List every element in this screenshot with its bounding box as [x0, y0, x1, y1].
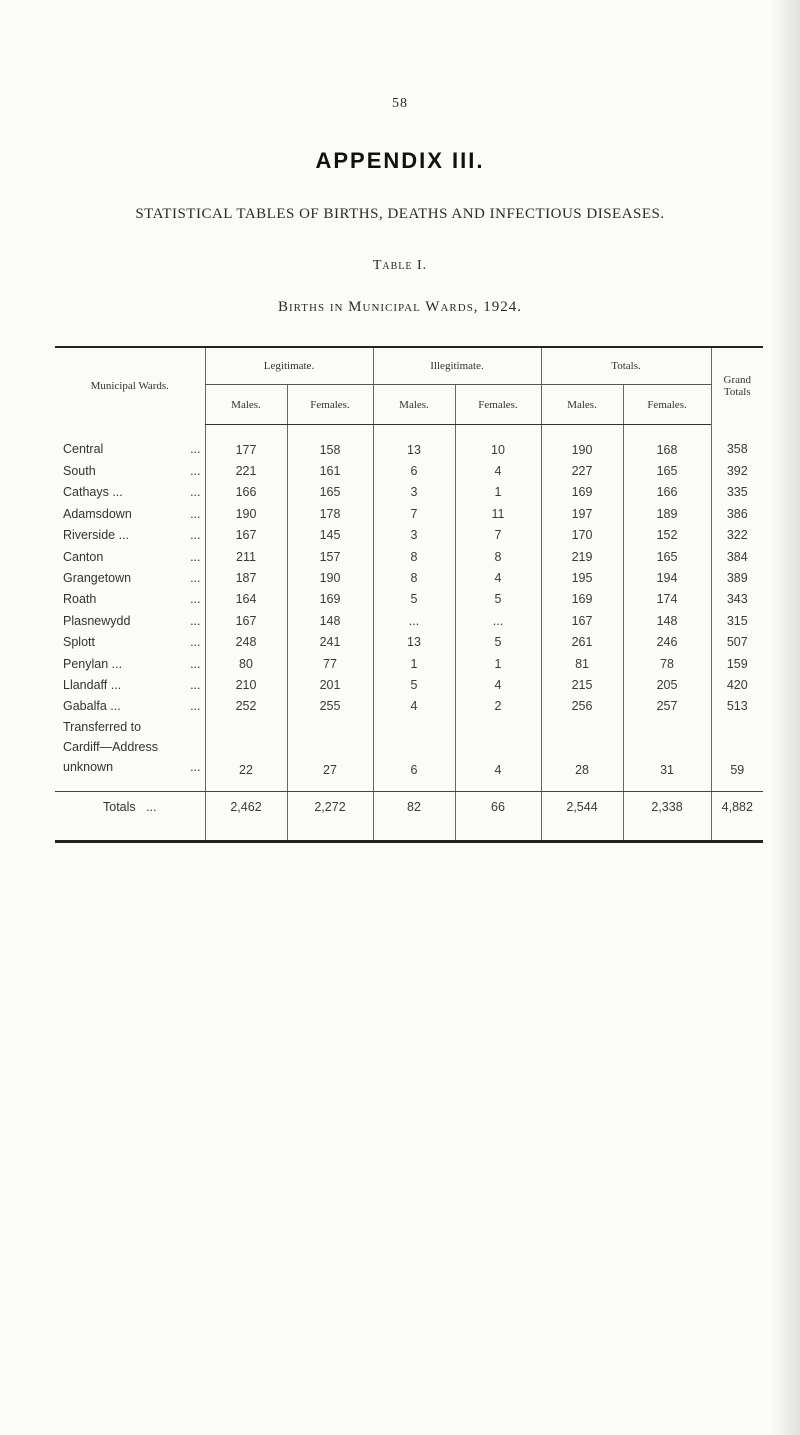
table-cell: 358: [711, 425, 763, 461]
table-cell: 168: [623, 425, 711, 461]
table-cell: 384: [711, 546, 763, 567]
ward-name: Grangetown: [63, 571, 132, 586]
table-cell: 166: [623, 482, 711, 503]
table-cell: 420: [711, 674, 763, 695]
table-cell: 4: [455, 717, 541, 792]
table-cell: 169: [287, 589, 373, 610]
page-number: 58: [392, 96, 408, 111]
table-cell: 8: [455, 546, 541, 567]
table-cell: 1: [455, 482, 541, 503]
ward-name-cell: [55, 503, 205, 524]
table-cell: 165: [623, 460, 711, 481]
grand-totals-line2: Totals: [723, 386, 751, 399]
table-row: [55, 503, 763, 524]
transfer-line2: Cardiff—Address: [63, 740, 158, 755]
table-cell: 174: [623, 589, 711, 610]
leader-dots: ...: [190, 699, 201, 714]
table-cell: 5: [373, 674, 455, 695]
ward-name-cell: [55, 546, 205, 567]
table-cell: 78: [623, 653, 711, 674]
table-cell: 4: [455, 460, 541, 481]
table-cell: 246: [623, 632, 711, 653]
transfer-line3: unknown: [63, 760, 114, 775]
table-cell: 177: [205, 425, 287, 461]
totals-males-header: Males.: [541, 385, 623, 425]
table-cell: 210: [205, 674, 287, 695]
table-cell: 166: [205, 482, 287, 503]
table-cell: 241: [287, 632, 373, 653]
transfer-line1: Transferred to: [63, 720, 142, 735]
table-cell: 3: [373, 525, 455, 546]
table-row: [55, 696, 763, 717]
table-cell: 81: [541, 653, 623, 674]
table-cell: 187: [205, 567, 287, 588]
ward-name-cell: [55, 589, 205, 610]
table-cell: 165: [287, 482, 373, 503]
table-cell: 513: [711, 696, 763, 717]
table-row: [55, 482, 763, 503]
table-cell: 169: [541, 482, 623, 503]
table-cell: 256: [541, 696, 623, 717]
table-cell: 167: [205, 610, 287, 631]
table-cell: 13: [373, 632, 455, 653]
table-cell: 5: [455, 589, 541, 610]
table-cell: 257: [623, 696, 711, 717]
table-cell: 4: [455, 567, 541, 588]
table-cell: 227: [541, 460, 623, 481]
ward-name-cell: [55, 425, 205, 461]
table-cell: 145: [287, 525, 373, 546]
ward-column-header: Municipal Wards.: [55, 347, 205, 425]
leader-dots: ...: [190, 464, 201, 479]
table-cell: 221: [205, 460, 287, 481]
table-cell: ...: [455, 610, 541, 631]
table-cell: 158: [287, 425, 373, 461]
ward-name: Llandaff ...: [63, 677, 122, 692]
ward-name-cell: [55, 653, 205, 674]
table-cell: 1: [455, 653, 541, 674]
table-label: Table I.: [372, 258, 428, 273]
leader-dots: ...: [190, 760, 201, 775]
table-cell: 194: [623, 567, 711, 588]
header-row-groups: [55, 347, 763, 385]
table-cell: 13: [373, 425, 455, 461]
table-row: [55, 567, 763, 588]
table-cell: 80: [205, 653, 287, 674]
legitimate-females-header: Females.: [287, 385, 373, 425]
totals-header: Totals.: [541, 347, 711, 385]
table-cell: 2: [455, 696, 541, 717]
table-cell: 8: [373, 546, 455, 567]
table-cell: 211: [205, 546, 287, 567]
leader-dots: ...: [146, 800, 157, 815]
table-cell: 190: [541, 425, 623, 461]
ward-name: Riverside ...: [63, 528, 129, 543]
table-cell: 1: [373, 653, 455, 674]
table-cell: 190: [205, 503, 287, 524]
table-cell: 164: [205, 589, 287, 610]
table-cell: 252: [205, 696, 287, 717]
leader-dots: ...: [190, 677, 201, 692]
table-cell: 255: [287, 696, 373, 717]
table-cell: 3: [373, 482, 455, 503]
table-cell: 170: [541, 525, 623, 546]
births-table: [55, 346, 763, 843]
table-cell: 11: [455, 503, 541, 524]
ward-name: Plasnewydd: [63, 613, 131, 628]
leader-dots: ...: [190, 635, 201, 650]
table-row: [55, 525, 763, 546]
table-cell: 315: [711, 610, 763, 631]
table-cell: 189: [623, 503, 711, 524]
table-row-transfer: [55, 717, 763, 792]
illegitimate-males-header: Males.: [373, 385, 455, 425]
table-cell: 322: [711, 525, 763, 546]
table-cell: 5: [373, 589, 455, 610]
ward-name: Adamsdown: [63, 506, 132, 521]
ward-name: Roath: [63, 592, 97, 607]
table-row: [55, 425, 763, 461]
table-cell: 205: [623, 674, 711, 695]
ward-name-cell: [55, 567, 205, 588]
ward-name-cell: [55, 632, 205, 653]
table-cell: ...: [373, 610, 455, 631]
table-cell: 148: [287, 610, 373, 631]
totals-cell: 2,272: [287, 792, 373, 842]
table-row: [55, 589, 763, 610]
births-table-container: [55, 346, 763, 843]
ward-name: Canton: [63, 549, 104, 564]
leader-dots: ...: [190, 549, 201, 564]
table-cell: 167: [205, 525, 287, 546]
table-cell: 335: [711, 482, 763, 503]
totals-cell: 66: [455, 792, 541, 842]
table-cell: 31: [623, 717, 711, 792]
table-row: [55, 653, 763, 674]
table-cell: 507: [711, 632, 763, 653]
table-cell: 157: [287, 546, 373, 567]
table-caption: Births in Municipal Wards, 1924.: [277, 299, 523, 315]
leader-dots: ...: [190, 656, 201, 671]
table-cell: 178: [287, 503, 373, 524]
ward-name-cell: [55, 674, 205, 695]
totals-cell: 2,338: [623, 792, 711, 842]
ward-name-cell: [55, 482, 205, 503]
ward-name: South: [63, 464, 96, 479]
table-cell: 7: [373, 503, 455, 524]
grand-totals-line1: Grand: [723, 374, 752, 387]
totals-females-header: Females.: [623, 385, 711, 425]
table-cell: 8: [373, 567, 455, 588]
table-cell: 6: [373, 717, 455, 792]
table-cell: 386: [711, 503, 763, 524]
table-cell: 167: [541, 610, 623, 631]
table-cell: 5: [455, 632, 541, 653]
leader-dots: ...: [190, 485, 201, 500]
table-cell: 4: [455, 674, 541, 695]
totals-label: Totals: [103, 800, 136, 815]
leader-dots: ...: [190, 571, 201, 586]
table-row: [55, 674, 763, 695]
table-cell: 169: [541, 589, 623, 610]
table-cell: 190: [287, 567, 373, 588]
totals-cell: 2,544: [541, 792, 623, 842]
table-cell: 6: [373, 460, 455, 481]
totals-label-cell: [55, 792, 205, 842]
table-cell: 28: [541, 717, 623, 792]
illegitimate-females-header: Females.: [455, 385, 541, 425]
main-heading: STATISTICAL TABLES OF BIRTHS, DEATHS AND INFECTIOUS DISEASES.: [135, 206, 665, 222]
ward-name: Central: [63, 442, 104, 457]
ward-name: Penylan ...: [63, 656, 123, 671]
ward-name: Gabalfa ...: [63, 699, 121, 714]
table-cell: 389: [711, 567, 763, 588]
ward-name-cell: [55, 610, 205, 631]
table-cell: 248: [205, 632, 287, 653]
totals-cell: 4,882: [711, 792, 763, 842]
ward-name-cell: [55, 717, 205, 792]
table-cell: 77: [287, 653, 373, 674]
illegitimate-header: Illegitimate.: [373, 347, 541, 385]
table-cell: 201: [287, 674, 373, 695]
table-cell: 215: [541, 674, 623, 695]
table-cell: 159: [711, 653, 763, 674]
table-cell: 7: [455, 525, 541, 546]
ward-name-cell: [55, 460, 205, 481]
table-cell: 27: [287, 717, 373, 792]
table-cell: 59: [711, 717, 763, 792]
table-row: [55, 632, 763, 653]
table-cell: 195: [541, 567, 623, 588]
table-cell: 4: [373, 696, 455, 717]
leader-dots: ...: [190, 592, 201, 607]
legitimate-header: Legitimate.: [205, 347, 373, 385]
table-cell: 261: [541, 632, 623, 653]
appendix-title: APPENDIX III.: [315, 148, 485, 173]
table-cell: 165: [623, 546, 711, 567]
grand-totals-header: [711, 347, 763, 425]
table-cell: 343: [711, 589, 763, 610]
ward-name: Splott: [63, 635, 95, 650]
table-cell: 197: [541, 503, 623, 524]
table-cell: 219: [541, 546, 623, 567]
ward-name: Cathays ...: [63, 485, 123, 500]
legitimate-males-header: Males.: [205, 385, 287, 425]
table-row: [55, 610, 763, 631]
table-cell: 22: [205, 717, 287, 792]
table-cell: 161: [287, 460, 373, 481]
table-cell: 148: [623, 610, 711, 631]
ward-name-cell: [55, 696, 205, 717]
table-row: [55, 460, 763, 481]
totals-cell: 82: [373, 792, 455, 842]
leader-dots: ...: [190, 506, 201, 521]
leader-dots: ...: [190, 442, 201, 457]
table-body: [55, 425, 763, 842]
table-cell: 152: [623, 525, 711, 546]
table-row: [55, 546, 763, 567]
ward-name-cell: [55, 525, 205, 546]
totals-cell: 2,462: [205, 792, 287, 842]
table-cell: 10: [455, 425, 541, 461]
leader-dots: ...: [190, 528, 201, 543]
leader-dots: ...: [190, 613, 201, 628]
table-cell: 392: [711, 460, 763, 481]
table-row-totals: [55, 792, 763, 842]
